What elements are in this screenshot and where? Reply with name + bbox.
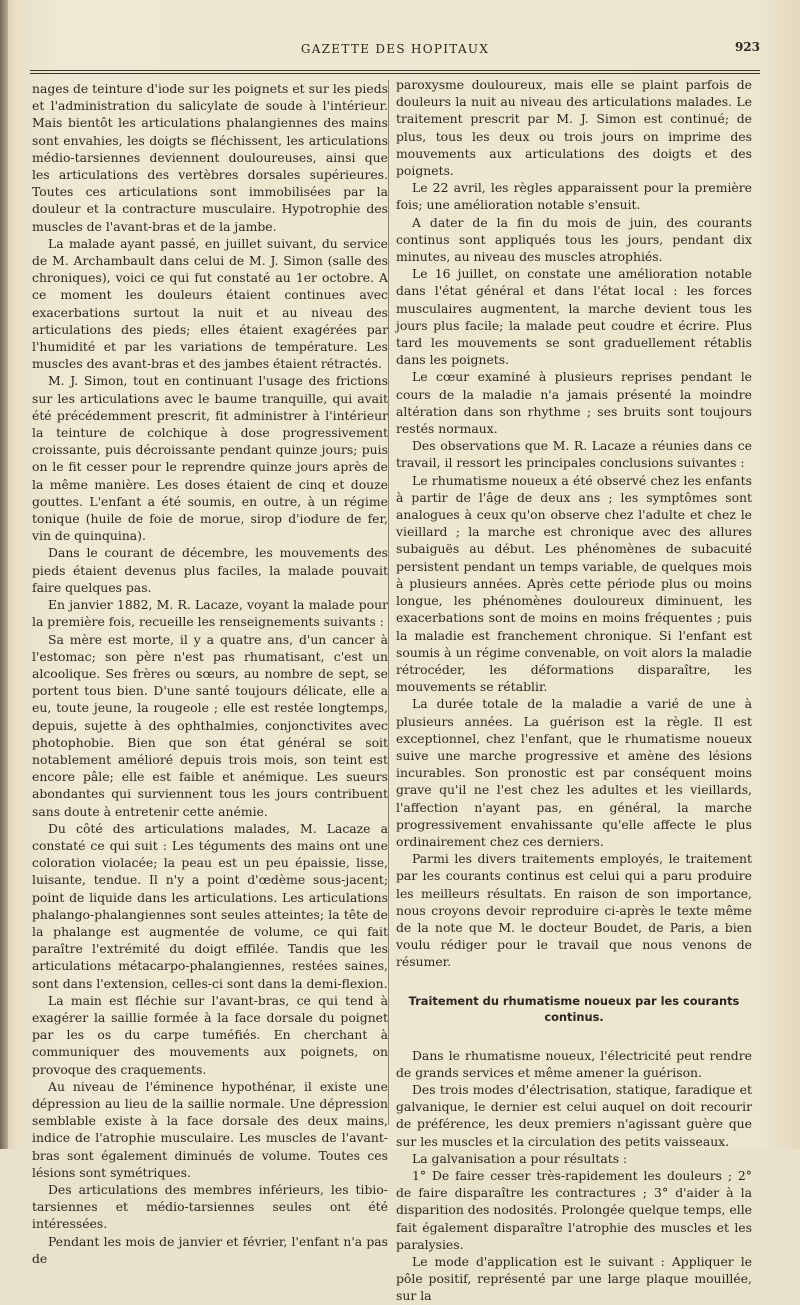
right-column: [396, 76, 752, 1304]
paragraph: Dans le courant de décembre, les mouvements des pieds étaient devenus plus faciles, la malade pouvait faire quelques pas.: [32, 545, 388, 595]
left-column: [32, 80, 388, 1266]
header-rule: [30, 70, 760, 74]
paragraph: Le rhumatisme noueux a été observé chez les enfants à partir de l'âge de deux ans ; les symptômes sont analogues à ceux qu'on observe chez l'adulte et chez le vieillard ; la marche est chronique avec des allures subaiguës au début. Les phénomènes de subacuité persistent pendant un temps variable, de quelques mois à plusieurs années. Après cette période plus ou moins longue, les phénomènes douloureux diminuent, les exacerbations sont de moins en moins fréquentes ; puis la maladie est franchement chronique. Si l'enfant est soumis à un régime convenable, on voit alors la maladie rétrocéder, les déformations disparaître, les mouvements se rétablir.: [396, 472, 752, 695]
paragraph: Parmi les divers traitements employés, le traitement par les courants continus est celui qui a paru produire les meilleurs résultats. En raison de son importance, nous croyons devoir reproduire ci-après le texte même de la note que M. le docteur Boudet, de Paris, a bien voulu rédiger pour le travail que nous venons de résumer.: [396, 851, 752, 970]
paragraph: Le 16 juillet, on constate une amélioration notable dans l'état général et dans l'état local : les forces musculaires augmentent, la marche devient tous les jours plus facile; la malade peut coudre et écrire. Plus tard les mouvements se sont graduellement rétablis dans les poignets.: [396, 266, 752, 368]
section-heading: Traitement du rhumatisme noueux par les courants continus.: [408, 993, 740, 1024]
paragraph: Des articulations des membres inférieurs, les tibio-tarsiennes et médio-tarsiennes seules ont été intéressées.: [32, 1182, 388, 1232]
paragraph: Du côté des articulations malades, M. Lacaze a constaté ce qui suit : Les téguments des mains ont une coloration violacée; la peau est un peu épaissie, lisse, luisante, tendue. Il n'y a point d'œdème sous-jacent; point de liquide dans les articulations. Les articulations phalango-phalangiennes sont seules atteintes; la tête de la phalange est augmentée de volume, ce qui fait paraître l'extrémité du doigt effilée. Tandis que les articulations métacarpo-phalangiennes, restées saines, sont dans l'extension, celles-ci sont dans la demi-flexion.: [32, 820, 388, 991]
page-binding-edge: [0, 0, 8, 1149]
page-number: 923: [734, 40, 760, 54]
paragraph: nages de teinture d'iode sur les poignets et sur les pieds et l'administration du salicylate de soude à l'intérieur. Mais bientôt les articulations phalangiennes des mains sont envahies, les doigts se fléchissent, les articulations médio-tarsiennes deviennent douloureuses, ainsi que les articulations des vertèbres dorsales supérieures. Toutes ces articulations sont immobilisées par la douleur et la contracture musculaire. Hypotrophie des muscles de l'avant-bras et de la jambe.: [32, 81, 388, 234]
paragraph: En janvier 1882, M. R. Lacaze, voyant la malade pour la première fois, recueille les renseignements suivants :: [32, 597, 388, 630]
paragraph: Dans le rhumatisme noueux, l'électricité peut rendre de grands services et même amener la guérison.: [396, 1047, 752, 1080]
paragraph: paroxysme douloureux, mais elle se plaint parfois de douleurs la nuit au niveau des articulations malades. Le traitement prescrit par M. J. Simon est continué; de plus, tous les deux ou trois jours on imprime des mouvements aux articulations des doigts et des poignets.: [396, 77, 752, 179]
paragraph: La galvanisation a pour résultats :: [412, 1150, 628, 1166]
paragraph: La durée totale de la maladie a varié de une à plusieurs années. La guérison est la règle. Il est exceptionnel, chez l'enfant, que le rhumatisme noueux suive une marche progressive et amène des lésions incurables. Son pronostic est par conséquent moins grave qu'il ne l'est chez les adultes et les vieillards, l'affection n'ayant pas, en général, la marche progressivement envahissante qu'elle affecte le plus ordinairement chez ces derniers.: [396, 696, 752, 849]
paragraph: Au niveau de l'éminence hypothénar, il existe une dépression au lieu de la saillie normale. Une dépression semblable existe à la face dorsale des deux mains, indice de l'atrophie musculaire. Les muscles de l'avant-bras sont également diminués de volume. Toutes ces lésions sont symétriques.: [32, 1078, 388, 1180]
paragraph: 1° De faire cesser très-rapidement les douleurs ; 2° de faire disparaître les contractures ; 3° d'aider à la disparition des nodosités. Prolongée quelque temps, elle fait également disparaître l'atrophie des muscles et les paralysies.: [396, 1167, 752, 1252]
paragraph: A dater de la fin du mois de juin, des courants continus sont appliqués tous les jours, pendant dix minutes, au niveau des muscles atrophiés.: [396, 214, 752, 265]
column-divider: [388, 80, 389, 1125]
paragraph: Sa mère est morte, il y a quatre ans, d'un cancer à l'estomac; son père n'est pas rhumatisant, c'est un alcoolique. Ses frères ou sœurs, au nombre de sept, se portent tous bien. D'une santé toujours délicate, elle a eu, toute jeune, la rougeole ; elle est restée longtemps, depuis, sujette à des ophthalmies, conjonctivites avec photophobie. Bien que son état général se soit notablement amélioré depuis trois mois, son teint est encore pâle; elle est faible et anémique. Les sueurs abondantes qui surviennent tous les jours contribuent sans doute à entretenir cette anémie.: [32, 631, 388, 819]
paragraph: Le mode d'application est le suivant : Appliquer le pôle positif, représenté par une large plaque mouillée, sur la: [396, 1254, 752, 1304]
paragraph: Des trois modes d'électrisation, statique, faradique et galvanique, le dernier est celui auquel on doit recourir de préférence, les deux premiers n'agissant guère que sur les muscles et la circulation des petits vaisseaux.: [396, 1081, 752, 1149]
paragraph: Le 22 avril, les règles apparaissent pour la première fois; une amélioration notable s'ensuit.: [396, 180, 752, 213]
paragraph: Le cœur examiné à plusieurs reprises pendant le cours de la maladie n'a jamais présenté la moindre altération dans son rhythme ; ses bruits sont toujours restés normaux.: [396, 369, 752, 437]
paragraph: M. J. Simon, tout en continuant l'usage des frictions sur les articulations avec le baume tranquille, qui avait été précédemment prescrit, fit administrer à l'intérieur la teinture de colchique à dose progressivement croissante, puis décroissante pendant quinze jours; puis on le fit cesser pour le reprendre quinze jours après de la même manière. Les doses étaient de cinq et douze gouttes. L'enfant a été soumis, en outre, à un régime tonique (huile de foie de morue, sirop d'iodure de fer, vin de quinquina).: [32, 373, 388, 544]
paragraph: La malade ayant passé, en juillet suivant, du service de M. Archambault dans celui de M. J. Simon (salle des chroniques), voici ce qui fut constaté au 1er octobre. A ce moment les douleurs étaient continues avec exacerbations surtout la nuit et au niveau des articulations des pieds; elles étaient exagérées par l'humidité et par les variations de température. Les muscles des avant-bras et des jambes étaient rétractés.: [32, 235, 388, 372]
paragraph: Pendant les mois de janvier et février, l'enfant n'a pas de: [32, 1233, 388, 1266]
page-header: [30, 36, 760, 66]
paragraph: Des observations que M. R. Lacaze a réunies dans ce travail, il ressort les principales conclusions suivantes :: [396, 438, 752, 471]
running-title: GAZETTE DES HOPITAUX: [300, 42, 490, 56]
paragraph: La main est fléchie sur l'avant-bras, ce qui tend à exagérer la saillie formée à la face dorsale du poignet par les os du carpe tuméfiés. En cherchant à communiquer des mouvements aux poignets, on provoque des craquements.: [32, 992, 388, 1077]
